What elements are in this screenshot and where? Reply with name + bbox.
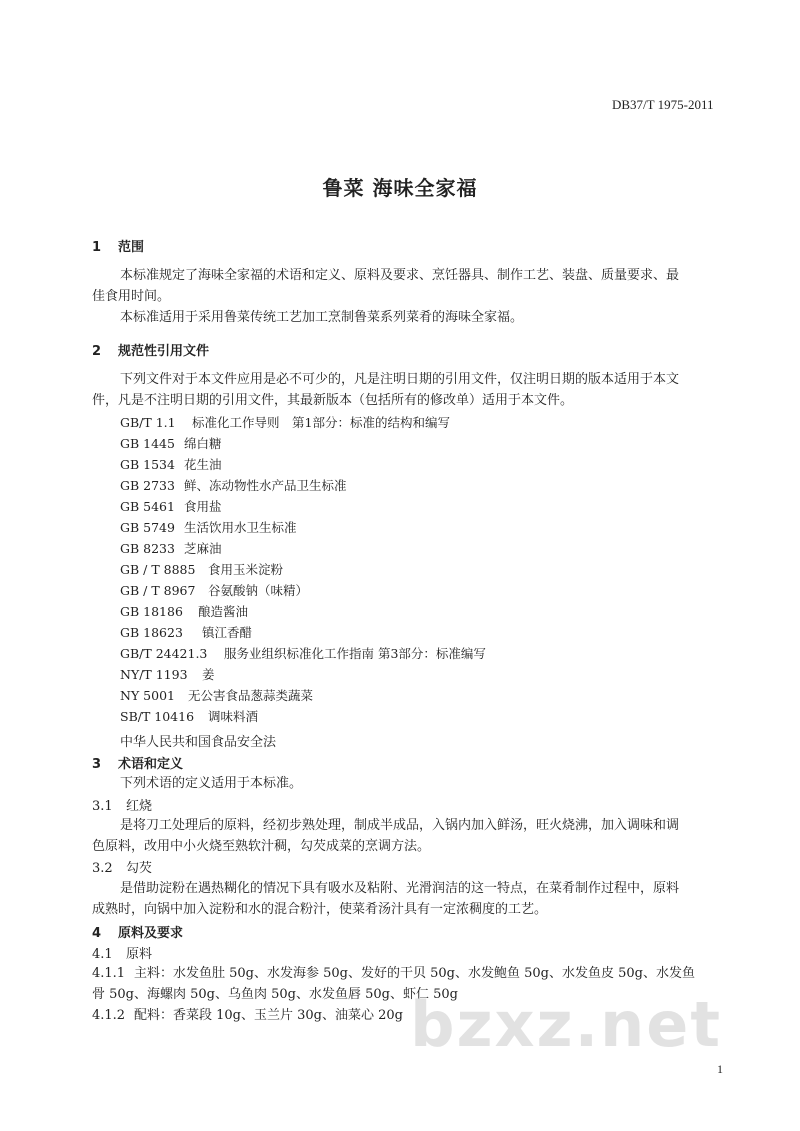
section-number: 4	[92, 926, 102, 941]
reference-name: 花生油	[184, 457, 222, 472]
section-title: 术语和定义	[118, 757, 184, 772]
reference-item	[120, 455, 222, 473]
reference-item	[120, 518, 297, 536]
reference-name: 酿造酱油	[198, 604, 249, 619]
standard-code: DB37/T 1975-2011	[612, 97, 714, 112]
section-2-heading	[92, 340, 209, 359]
reference-item	[120, 497, 222, 515]
paragraph-line: 下列术语的定义适用于本标准。	[120, 776, 303, 791]
paragraph-line: 成熟时，向锅中加入淀粉和水的混合粉汁，使菜肴汤汁具有一定浓稠度的工艺。	[92, 902, 548, 917]
reference-name: 芝麻油	[184, 541, 222, 556]
document-title: 鲁菜 海味全家福	[322, 176, 478, 200]
paragraph-line: 骨 50g、海螺肉 50g、乌鱼肉 50g、水发鱼唇 50g、虾仁 50g	[92, 987, 458, 1002]
reference-name: 姜	[202, 667, 215, 682]
law-reference: 中华人民共和国食品安全法	[120, 735, 277, 750]
reference-code: NY/T 1193	[120, 667, 188, 682]
reference-item	[120, 413, 450, 431]
section-title: 原料及要求	[118, 926, 184, 941]
reference-name: 标准化工作导则 第1部分：标准的结构和编写	[192, 415, 450, 430]
paragraph-line: 本标准规定了海味全家福的术语和定义、原料及要求、烹饪器具、制作工艺、装盘、质量要求、最	[120, 268, 680, 283]
reference-name: 谷氨酸钠（味精）	[208, 583, 309, 598]
subsection-heading	[92, 943, 152, 962]
reference-name: 食用玉米淀粉	[208, 562, 284, 577]
section-number: 2	[92, 344, 102, 359]
section-4-heading	[92, 922, 183, 941]
reference-item	[120, 665, 215, 683]
reference-code: GB / T 8885	[120, 562, 196, 577]
term-number: 3.2	[92, 861, 113, 876]
reference-item	[120, 560, 283, 578]
reference-name: 鲜、冻动物性水产品卫生标准	[184, 478, 347, 493]
reference-name: 绵白糖	[184, 436, 222, 451]
clause-number: 4.1.2	[92, 1008, 126, 1023]
reference-code: GB 5749	[120, 520, 175, 535]
reference-item	[120, 434, 222, 452]
section-3-heading	[92, 753, 183, 772]
reference-code: SB/T 10416	[120, 709, 195, 724]
reference-code: NY 5001	[120, 688, 175, 703]
reference-item	[120, 539, 222, 557]
reference-item	[120, 623, 252, 641]
clause-text: 主料：水发鱼肚 50g、水发海参 50g、发好的干贝 50g、水发鲍鱼 50g、水发鱼皮 50g、水发鱼	[134, 966, 695, 981]
reference-name: 镇江香醋	[202, 625, 253, 640]
section-number: 3	[92, 757, 102, 772]
reference-item	[120, 476, 347, 494]
section-title: 规范性引用文件	[118, 344, 210, 359]
reference-item	[120, 686, 313, 704]
reference-name: 无公害食品葱蒜类蔬菜	[188, 688, 314, 703]
subsection-number: 4.1	[92, 947, 113, 962]
paragraph-line	[92, 1005, 403, 1026]
term-name: 勾芡	[126, 861, 153, 876]
section-1-heading	[92, 236, 144, 255]
term-number: 3.1	[92, 799, 113, 814]
reference-item	[120, 707, 258, 725]
paragraph-line: 是借助淀粉在遇热糊化的情况下具有吸水及粘附、光滑润洁的这一特点，在菜肴制作过程中，原料	[120, 881, 680, 896]
reference-code: GB 1445	[120, 436, 175, 451]
paragraph-line: 是将刀工处理后的原料，经初步熟处理，制成半成品，入锅内加入鲜汤，旺火烧沸，加入调味和调	[120, 818, 680, 833]
paragraph-line: 件，凡是不注明日期的引用文件，其最新版本（包括所有的修改单）适用于本文件。	[92, 393, 574, 408]
reference-code: GB 8233	[120, 541, 175, 556]
reference-name: 生活饮用水卫生标准	[184, 520, 297, 535]
paragraph-line: 下列文件对于本文件应用是必不可少的，凡是注明日期的引用文件，仅注明日期的版本适用于本文	[120, 372, 680, 387]
subsection-name: 原料	[126, 947, 153, 962]
reference-item	[120, 602, 248, 620]
paragraph-line: 色原料，改用中小火烧至熟软汁稠，勾芡成菜的烹调方法。	[92, 839, 431, 854]
term-name: 红烧	[126, 799, 153, 814]
paragraph-line: 本标准适用于采用鲁菜传统工艺加工烹制鲁菜系列菜肴的海味全家福。	[120, 310, 524, 325]
watermark: bzxz.net	[410, 988, 722, 1061]
reference-code: GB 2733	[120, 478, 175, 493]
paragraph-line	[92, 963, 695, 984]
reference-name: 食用盐	[184, 499, 222, 514]
paragraph-line: 佳食用时间。	[92, 289, 171, 304]
page-number: 1	[717, 1062, 723, 1076]
section-number: 1	[92, 240, 102, 255]
reference-item	[120, 581, 308, 599]
reference-name: 调味料酒	[208, 709, 259, 724]
clause-number: 4.1.1	[92, 966, 126, 981]
reference-code: GB 18186	[120, 604, 183, 619]
clause-text: 配料：香菜段 10g、玉兰片 30g、油菜心 20g	[134, 1008, 403, 1023]
term-heading	[92, 857, 152, 876]
reference-item	[120, 644, 486, 662]
reference-code: GB 18623	[120, 625, 183, 640]
reference-code: GB/T 24421.3	[120, 646, 208, 661]
reference-code: GB 5461	[120, 499, 175, 514]
reference-code: GB 1534	[120, 457, 175, 472]
reference-code: GB / T 8967	[120, 583, 196, 598]
term-heading	[92, 795, 152, 814]
reference-code: GB/T 1.1	[120, 415, 176, 430]
reference-name: 服务业组织标准化工作指南 第3部分：标准编写	[224, 646, 486, 661]
section-title: 范围	[118, 240, 145, 255]
